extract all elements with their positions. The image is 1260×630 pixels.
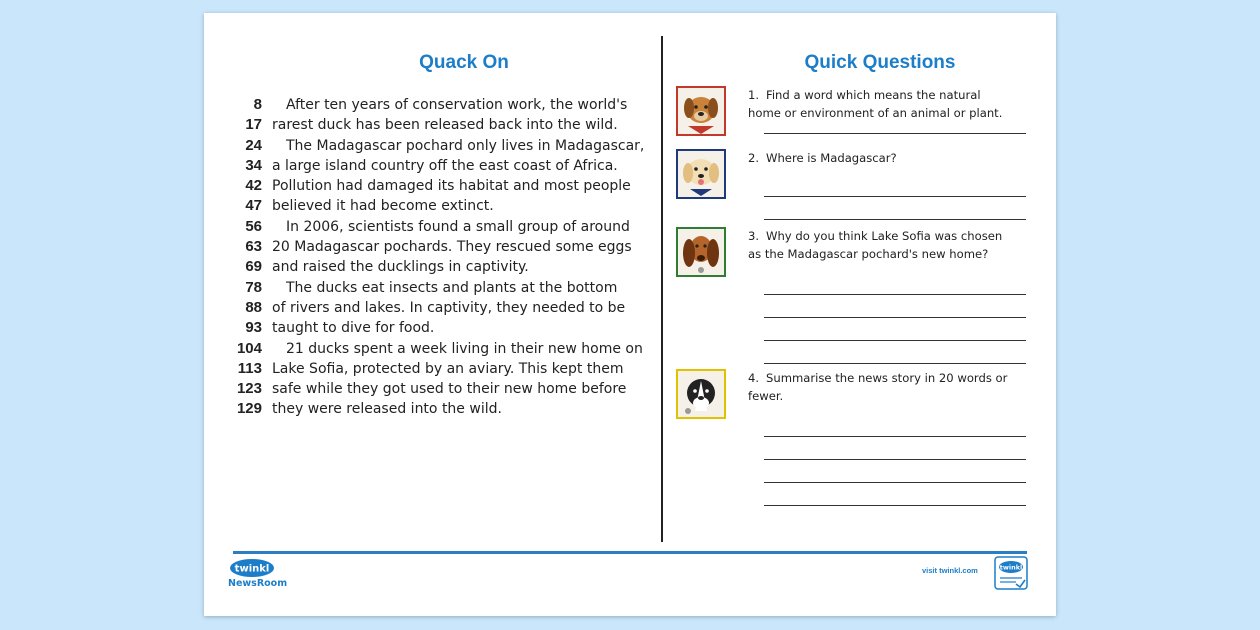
word-count: 78 (245, 278, 262, 296)
line-text: believed it had become extinct. (272, 198, 494, 215)
visit-link[interactable]: visit twinkl.com (922, 566, 978, 575)
passage-line (226, 379, 644, 399)
line-text: In 2006, scientists found a small group of around (286, 218, 630, 235)
line-text: The ducks eat insects and plants at the bottom (286, 279, 618, 296)
answer-line[interactable] (764, 482, 1026, 483)
answer-line[interactable] (764, 505, 1026, 506)
line-text: they were released into the wild. (272, 401, 502, 418)
answer-line[interactable] (764, 363, 1026, 364)
answer-line[interactable] (764, 133, 1026, 134)
passage-line (226, 278, 644, 298)
dog-red-bandana-icon (676, 86, 726, 136)
word-count: 8 (253, 96, 262, 113)
logo-top-text: twinkl (234, 563, 270, 575)
passage-line (226, 217, 644, 237)
answer-line[interactable] (764, 436, 1026, 437)
word-count: 129 (236, 400, 262, 418)
line-text: safe while they got used to their new home before (272, 381, 627, 398)
line-text: After ten years of conservation work, the world's (286, 97, 628, 113)
question-text: 4. Summarise the news story in 20 words or fewer. (748, 371, 1008, 403)
answer-line[interactable] (764, 340, 1026, 341)
word-count: 113 (237, 359, 262, 377)
badge-text: twinkl (999, 563, 1023, 572)
questions-title: Quick Questions (804, 52, 956, 73)
word-count: 24 (245, 136, 262, 154)
passage-line (226, 156, 644, 176)
dog-border-collie-icon (676, 369, 726, 419)
passage-line (226, 399, 644, 419)
line-text: The Madagascar pochard only lives in Madagascar, (286, 137, 645, 154)
question-text: 2. Where is Madagascar? (748, 151, 897, 165)
word-count: 93 (245, 319, 262, 337)
passage-line (226, 339, 644, 359)
twinkl-newsroom-logo[interactable] (226, 558, 296, 590)
dog-bloodhound-icon (676, 227, 726, 277)
passage-title: Quack On (419, 52, 509, 73)
worksheet-page (204, 13, 1056, 616)
question-text: 1. Find a word which means the natural home or environment of an animal or plant. (748, 88, 1003, 120)
word-count: 63 (245, 238, 262, 256)
line-text: a large island country off the east coast of Africa. (272, 157, 618, 174)
line-text: taught to dive for food. (272, 320, 435, 337)
line-text: 21 ducks spent a week living in their new home on (286, 340, 643, 357)
line-text: 20 Madagascar pochards. They rescued some eggs (272, 239, 632, 256)
line-text: Lake Sofia, protected by an aviary. This kept them (272, 360, 624, 377)
line-text: Pollution had damaged its habitat and most people (272, 178, 631, 195)
passage-line (226, 359, 644, 379)
passage-line (226, 136, 644, 156)
word-count: 104 (236, 339, 262, 357)
word-count: 69 (245, 258, 262, 276)
answer-line[interactable] (764, 459, 1026, 460)
question-text: 3. Why do you think Lake Sofia was chosen as the Madagascar pochard's new home? (748, 229, 1003, 261)
passage-line (226, 176, 644, 196)
passage-line (226, 196, 644, 216)
dog-golden-retriever-icon (676, 149, 726, 199)
passage-line (226, 237, 644, 257)
passage-line (226, 257, 644, 277)
word-count: 34 (245, 156, 262, 174)
answer-line[interactable] (764, 317, 1026, 318)
word-count: 17 (245, 116, 262, 134)
passage-line (226, 95, 644, 115)
word-count: 88 (245, 298, 262, 316)
passage-line (226, 318, 644, 338)
answer-line[interactable] (764, 294, 1026, 295)
passage-text (226, 95, 644, 420)
logo-bottom-text: NewsRoom (228, 578, 288, 589)
line-text: and raised the ducklings in captivity. (272, 259, 529, 276)
word-count: 47 (245, 197, 262, 215)
word-count: 42 (245, 177, 262, 195)
passage-line (226, 115, 644, 135)
answer-line[interactable] (764, 219, 1026, 220)
line-text: of rivers and lakes. In captivity, they needed to be (272, 299, 626, 316)
passage-line (226, 298, 644, 318)
word-count: 123 (236, 380, 262, 398)
word-count: 56 (245, 217, 262, 235)
answer-line[interactable] (764, 196, 1026, 197)
line-text: rarest duck has been released back into the wild. (272, 117, 618, 134)
twinkl-quality-badge (994, 556, 1028, 590)
column-divider (661, 36, 663, 542)
footer-rule (233, 551, 1027, 554)
